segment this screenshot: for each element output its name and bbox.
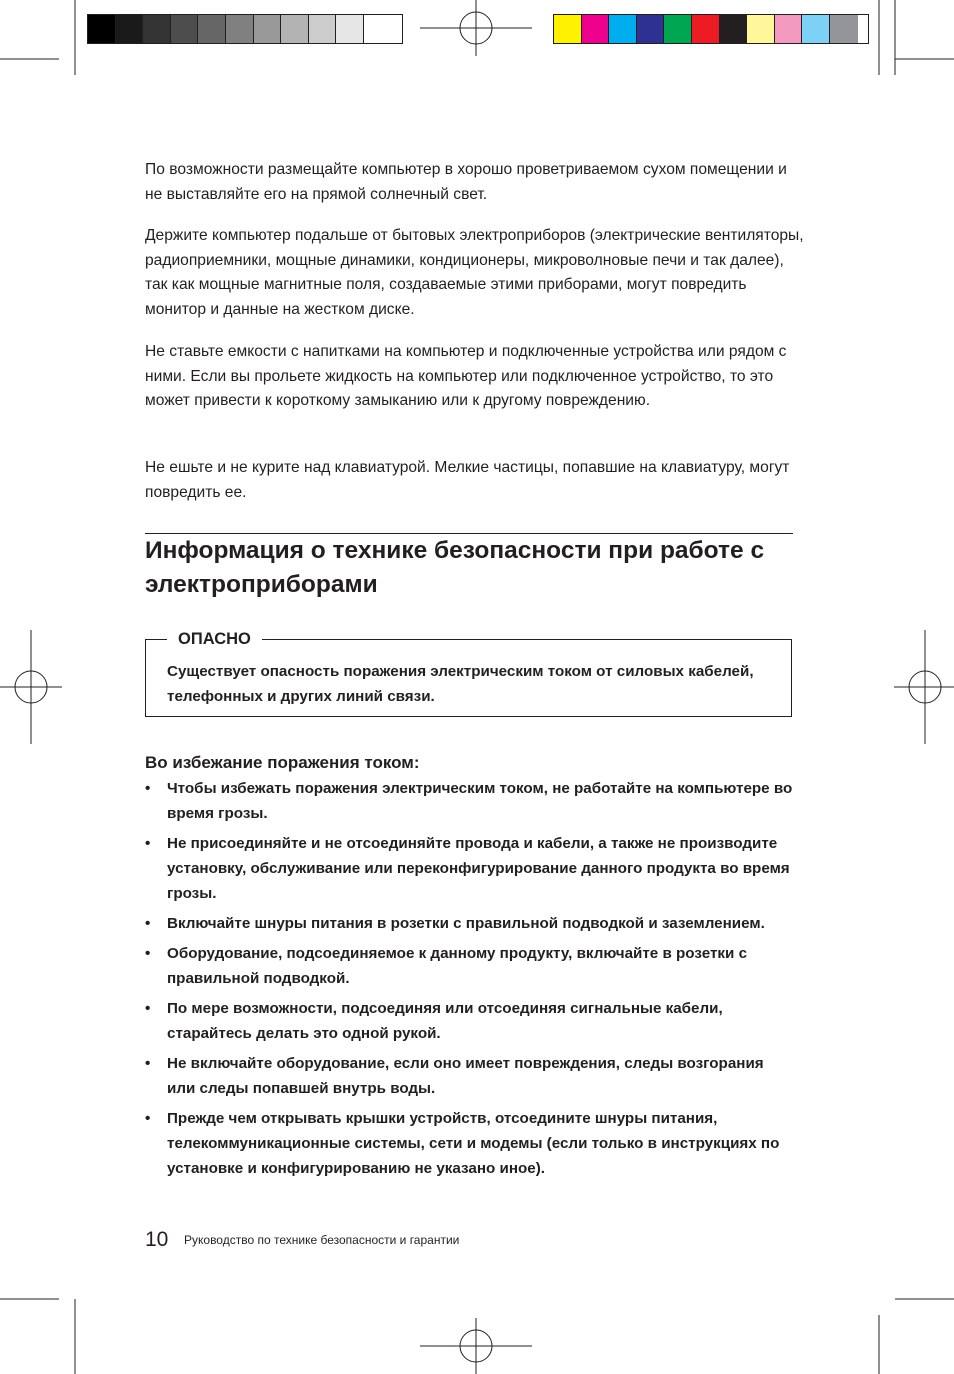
list-item-text: Оборудование, подсоединяемое к данному продукту, включайте в розетки с правильной подводкой. <box>167 945 748 987</box>
danger-text: Существует опасность поражения электрическим током от силовых кабелей, телефонных и других линий связи. <box>167 663 754 705</box>
bullet-icon: • <box>145 915 151 932</box>
registration-mark-bottom <box>420 1318 532 1374</box>
list-item <box>145 941 793 991</box>
page-number: 10 <box>145 1228 169 1251</box>
shock-prevention-heading: Во избежание поражения током: <box>145 753 420 772</box>
registration-mark-left <box>0 630 62 744</box>
list-item <box>145 1106 793 1181</box>
shock-prevention-list <box>145 776 793 1186</box>
list-item <box>145 1051 793 1101</box>
paragraph-food: Не ешьте и не курите над клавиатурой. Мелкие частицы, попавшие на клавиатуру, могут повредить ее. <box>145 459 790 501</box>
list-item <box>145 911 793 936</box>
registration-mark-top <box>420 0 532 56</box>
footer-title: Руководство по технике безопасности и гарантии <box>184 1233 460 1247</box>
bullet-icon: • <box>145 780 151 797</box>
bullet-icon: • <box>145 1055 151 1072</box>
bullet-icon: • <box>145 1000 151 1017</box>
list-item-text: Чтобы избежать поражения электрическим током, не работайте на компьютере во время грозы. <box>167 780 793 822</box>
bullet-icon: • <box>145 835 151 852</box>
list-item-text: По мере возможности, подсоединяя или отсоединяя сигнальные кабели, старайтесь делать это одной рукой. <box>167 1000 723 1042</box>
paragraph-appliances: Держите компьютер подальше от бытовых электроприборов (электрические вентиляторы, радиоприемники, мощные динамики, кондиционеры, микроволновые печи и так далее), так как мощные магнитные поля, создаваемые этими приборами, могут повредить монитор и данные на жестком диске. <box>145 227 804 318</box>
list-item-text: Прежде чем открывать крышки устройств, отсоедините шнуры питания, телекоммуникационные системы, сети и модемы (если только в инструкциях по установке и конфигурированию не указано иное). <box>167 1110 780 1177</box>
section-title: Информация о технике безопасности при работе с электроприборами <box>145 537 765 598</box>
paragraph-ventilation: По возможности размещайте компьютер в хорошо проветриваемом сухом помещении и не выставляйте его на прямой солнечный свет. <box>145 161 787 203</box>
registration-mark-right <box>894 630 954 744</box>
list-item <box>145 831 793 906</box>
danger-label: ОПАСНО <box>167 626 262 652</box>
list-item-text: Не присоединяйте и не отсоединяйте провода и кабели, а также не производите установку, обслуживание или переконфигурирование данного продукта во время грозы. <box>167 835 790 902</box>
list-item <box>145 996 793 1046</box>
bullet-icon: • <box>145 945 151 962</box>
list-item <box>145 776 793 826</box>
list-item-text: Не включайте оборудование, если оно имеет повреждения, следы возгорания или следы попавшей внутрь воды. <box>167 1055 764 1097</box>
paragraph-liquids: Не ставьте емкости с напитками на компьютер и подключенные устройства или рядом с ними. Если вы прольете жидкость на компьютер или подключенное устройство, то это может привести к короткому замыканию или к другому повреждению. <box>145 343 787 409</box>
list-item-text: Включайте шнуры питания в розетки с правильной подводкой и заземлением. <box>167 915 765 932</box>
bullet-icon: • <box>145 1110 151 1127</box>
